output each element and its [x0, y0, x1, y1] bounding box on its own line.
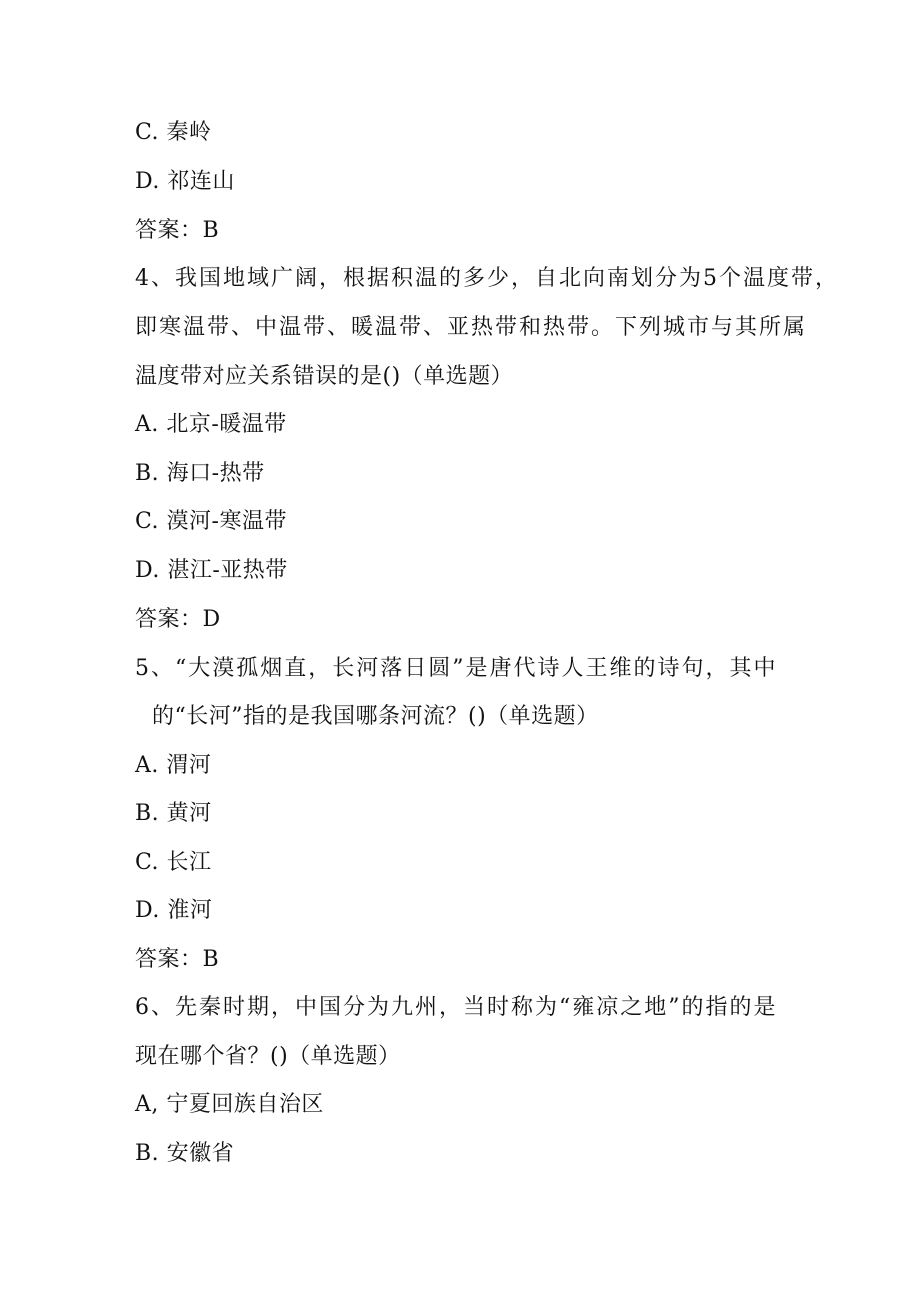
question-5-line-2: 的“长河”指的是我国哪条河流？()（单选题） [152, 704, 599, 729]
option-a-q5: A. 渭河 [135, 753, 212, 778]
answer-q3: 答案：B [135, 218, 220, 243]
question-5-line-1: 5、“大漠孤烟直，长河落日圆”是唐代诗人王维的诗句，其中 [135, 656, 778, 681]
question-6-line-1: 6、先秦时期，中国分为九州，当时称为“雍凉之地”的指的是 [135, 995, 778, 1020]
option-a-q6: A, 宁夏回族自治区 [135, 1092, 324, 1117]
question-6-line-2: 现在哪个省？()（单选题） [135, 1044, 401, 1069]
option-d-q5: D. 淮河 [135, 898, 213, 923]
question-4-line-2: 即寒温带、中温带、暖温带、亚热带和热带。下列城市与其所属 [135, 315, 808, 340]
question-4-line-3: 温度带对应关系错误的是()（单选题） [135, 364, 514, 389]
option-b-q4: B. 海口-热带 [135, 461, 265, 486]
option-b-q6: B. 安徽省 [135, 1141, 235, 1166]
option-c-q4: C. 漠河-寒温带 [135, 509, 287, 534]
option-c-q3: C. 秦岭 [135, 120, 212, 145]
answer-q5: 答案：B [135, 947, 220, 972]
option-a-q4: A. 北京-暖温带 [135, 412, 287, 437]
option-d-q4: D. 湛江-亚热带 [135, 558, 288, 583]
option-b-q5: B. 黄河 [135, 801, 212, 826]
question-4-line-1: 4、我国地域广阔，根据积温的多少，自北向南划分为5个温度带， [135, 266, 839, 291]
option-c-q5: C. 长江 [135, 850, 212, 875]
option-d-q3: D. 祁连山 [135, 169, 235, 194]
answer-q4: 答案：D [135, 607, 221, 632]
